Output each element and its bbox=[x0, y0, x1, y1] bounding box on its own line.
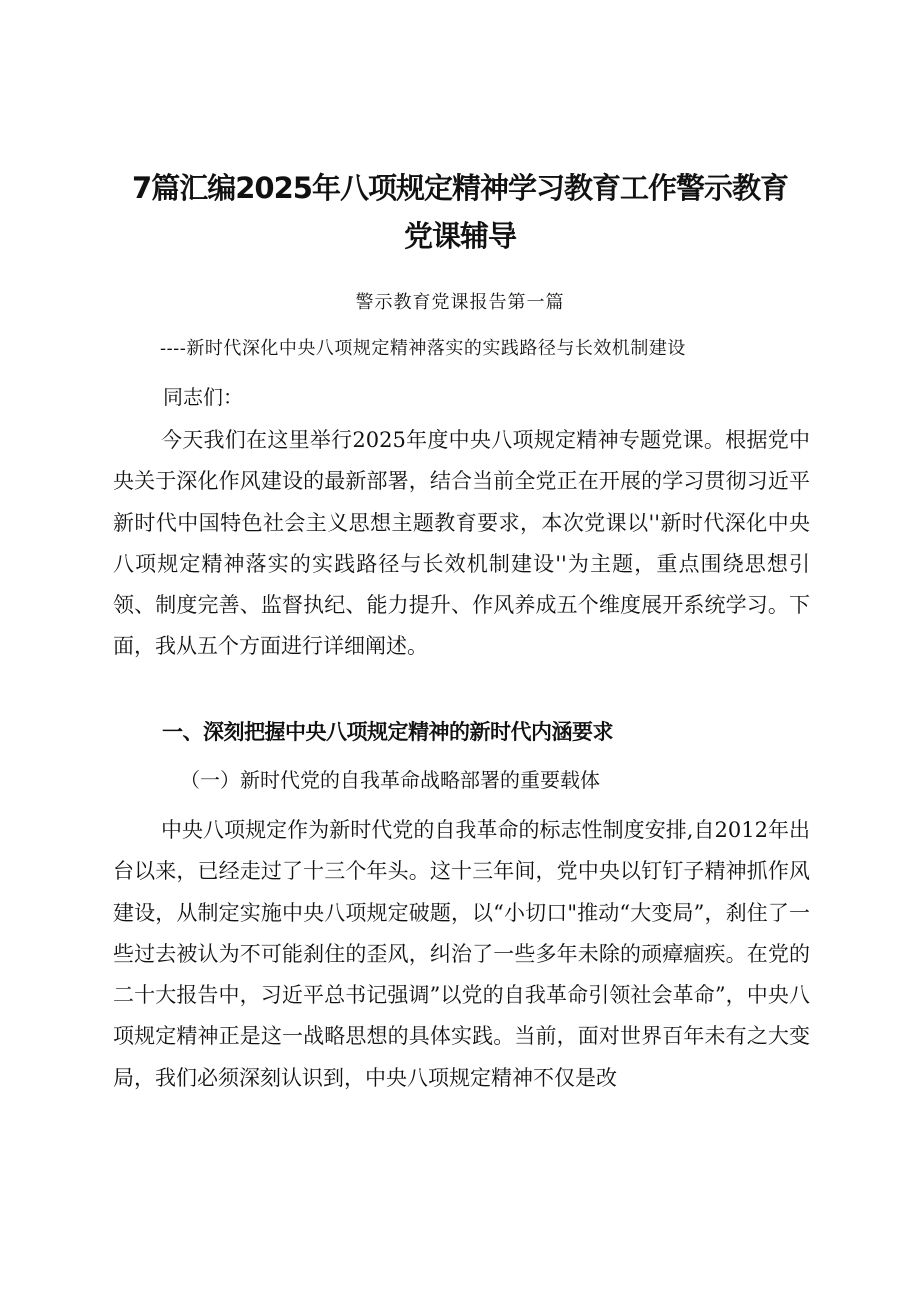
document-title-line2: 党课辅导 bbox=[403, 219, 516, 253]
paragraph-intro: 今天我们在这里举行2025年度中央八项规定精神专题党课。根据党中央关于深化作风建设的最新部署，结合当前全党正在开展的学习贯彻习近平新时代中国特色社会主义思想主题教育要求，本次党课以''新时代深化中央八项规定精神落实的实践路径与长效机制建设''为主题，重点围绕思想引领、制度完善、监督执纪、能力提升、作风养成五个维度展开系统学习。下面，我从五个方面进行详细阐述。 bbox=[113, 428, 810, 659]
salutation: 同志们： bbox=[163, 385, 243, 409]
document-title-line1: 7篇汇编2025年八项规定精神学习教育工作警示教育 bbox=[132, 171, 788, 205]
subsection-heading-1: （一）新时代党的自我革命战略部署的重要载体 bbox=[180, 768, 600, 792]
document-subtitle: 警示教育党课报告第一篇 bbox=[355, 292, 565, 313]
paragraph-body: 中央八项规定作为新时代党的自我革命的标志性制度安排,自2012年出台以来，已经走过了十三个年头。这十三年间，党中央以钉钉子精神抓作风建设，从制定实施中央八项规定破题，以“小切口"推动“大变局”，刹住了一些过去被认为不可能刹住的歪风，纠治了一些多年未除的顽瘴痼疾。在党的二十大报告中，习近平总书记强调”以党的自我革命引领社会革命”，中央八项规定精神正是这一战略思想的具体实践。当前，面对世界百年未有之大变局，我们必须深刻认识到，中央八项规定精神不仅是改 bbox=[113, 818, 810, 1090]
document-subline: ----新时代深化中央八项规定精神落实的实践路径与长效机制建设 bbox=[160, 338, 686, 359]
section-heading-1: 一、深刻把握中央八项规定精神的新时代内涵要求 bbox=[162, 720, 613, 744]
